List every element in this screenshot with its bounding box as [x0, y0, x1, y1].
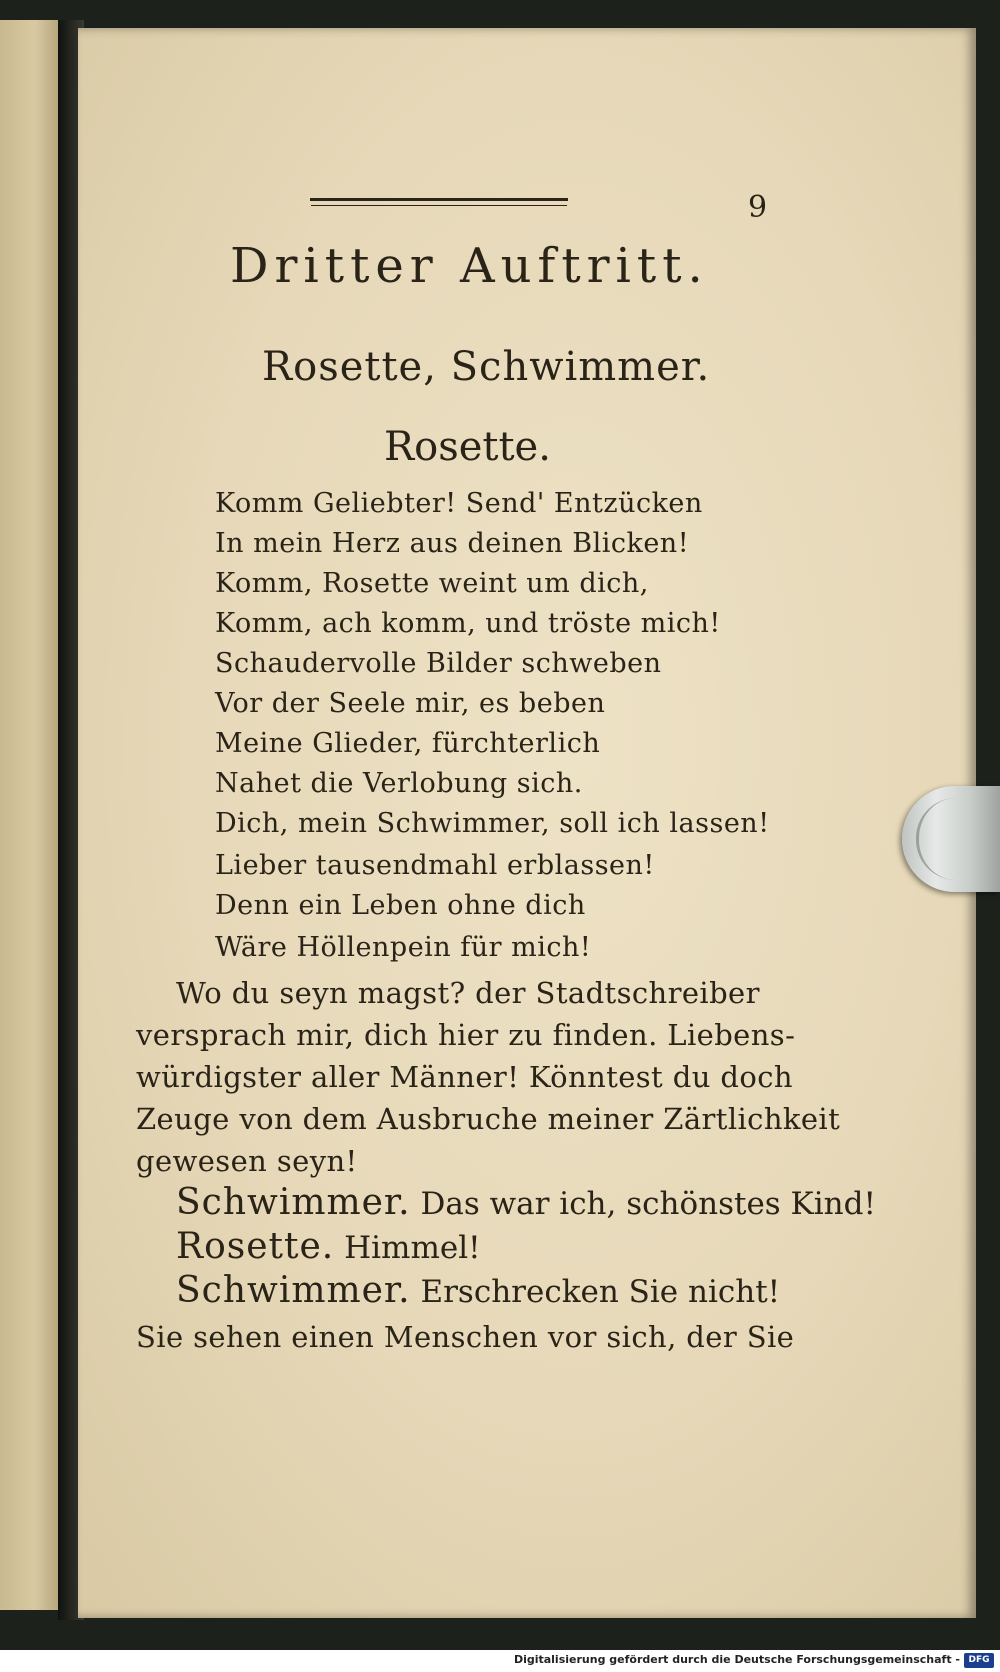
speaker-heading: Rosette.: [384, 424, 551, 470]
page-holder-clip: [902, 786, 1000, 892]
scene-heading: Dritter Auftritt.: [230, 238, 709, 294]
prose-line: gewesen seyn!: [136, 1144, 358, 1178]
verse-line: Wäre Höllenpein für mich!: [215, 932, 592, 963]
dialog-speaker: Rosette.: [176, 1226, 335, 1267]
character-list: Rosette, Schwimmer.: [262, 344, 711, 390]
verse-line: Nahet die Verlobung sich.: [215, 768, 583, 799]
dialog-line: [176, 1182, 876, 1223]
dialog-speaker: Schwimmer.: [176, 1270, 411, 1311]
prose-line: würdigster aller Männer! Könntest du doch: [136, 1060, 793, 1094]
credit-bar: [0, 1650, 1000, 1672]
dialog-text: Himmel!: [344, 1230, 481, 1266]
previous-page-edge: [0, 20, 60, 1610]
verse-line: In mein Herz aus deinen Blicken!: [215, 528, 690, 559]
dialog-line: [176, 1226, 481, 1267]
verse-line: Komm, ach komm, und tröste mich!: [215, 608, 721, 639]
page-number: 9: [748, 190, 768, 225]
prose-line: versprach mir, dich hier zu finden. Liebens-: [136, 1018, 796, 1052]
verse-line: Lieber tausendmahl erblassen!: [215, 850, 655, 881]
verse-line: Komm Geliebter! Send' Entzücken: [215, 488, 703, 519]
prose-line: Sie sehen einen Menschen vor sich, der Sie: [136, 1320, 795, 1354]
verse-line: Denn ein Leben ohne dich: [215, 890, 586, 921]
verse-line: Dich, mein Schwimmer, soll ich lassen!: [215, 808, 770, 839]
clip-reflection: [916, 798, 983, 880]
verse-line: Komm, Rosette weint um dich,: [215, 568, 649, 599]
dialog-speaker: Schwimmer.: [176, 1182, 411, 1223]
verse-line: Meine Glieder, fürchterlich: [215, 728, 601, 759]
funding-credit: Digitalisierung gefördert durch die Deutsche Forschungsgemeinschaft -: [513, 1653, 960, 1666]
dfg-logo: DFG: [964, 1653, 994, 1668]
dialog-line: [176, 1270, 780, 1311]
dialog-text: Das war ich, schönstes Kind!: [420, 1186, 876, 1222]
dialog-text: Erschrecken Sie nicht!: [420, 1274, 781, 1310]
prose-line: Wo du seyn magst? der Stadtschreiber: [176, 976, 760, 1010]
prose-line: Zeuge von dem Ausbruche meiner Zärtlichkeit: [136, 1102, 841, 1136]
verse-line: Vor der Seele mir, es beben: [215, 688, 606, 719]
verse-line: Schaudervolle Bilder schweben: [215, 648, 662, 679]
header-rule: [310, 198, 568, 201]
